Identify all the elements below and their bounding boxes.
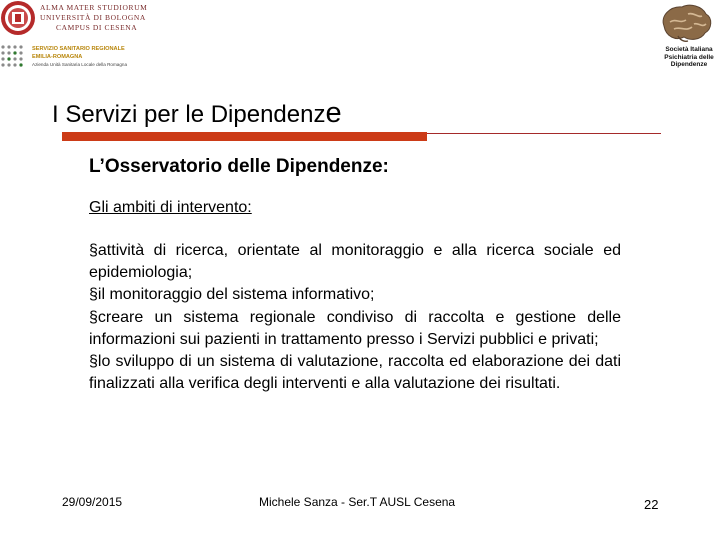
bullet-marker-icon: §: [89, 353, 98, 371]
section-heading: L’Osservatorio delle Dipendenze:: [89, 156, 389, 177]
list-item: [89, 240, 621, 284]
bullet-marker-icon: §: [89, 286, 98, 304]
bullet-text: il monitoraggio del sistema informativo;: [97, 286, 375, 304]
unibo-line-1: ALMA MATER STUDIORUM: [40, 3, 148, 12]
ssr-line-3: Azienda Unità Sanitaria Locale della Romagna: [32, 62, 127, 67]
bullet-text: creare un sistema regionale condiviso di raccolta e gestione delle informazioni sui pazienti in trattamento presso i Servizi pubblici e privati;: [89, 308, 621, 348]
slide-title-last-letter: e: [325, 97, 342, 129]
unibo-seal-icon: [0, 0, 36, 36]
footer-date: 29/09/2015: [62, 495, 123, 509]
unibo-line-3: CAMPUS DI CESENA: [56, 23, 138, 32]
bullet-list: [89, 240, 621, 395]
unibo-logo: [0, 0, 150, 40]
list-item: [89, 284, 621, 306]
slide-title: [52, 97, 342, 130]
ssr-dots-icon: [0, 44, 28, 70]
sipd-line-3: Dipendenze: [670, 61, 708, 69]
ssr-line-1: SERVIZIO SANITARIO REGIONALE: [32, 46, 125, 52]
sipd-logo: [640, 0, 720, 75]
footer-author: Michele Sanza - Ser.T AUSL Cesena: [259, 495, 456, 509]
section-label: Gli ambiti di intervento:: [89, 199, 252, 216]
title-accent-bar: [62, 132, 427, 141]
brain-icon: [658, 2, 714, 44]
ssr-logo: [0, 44, 140, 70]
title-divider: [427, 133, 661, 134]
ssr-line-2: EMILIA-ROMAGNA: [32, 54, 83, 60]
sipd-line-1: Società Italiana: [665, 46, 713, 53]
bullet-marker-icon: §: [89, 308, 98, 326]
list-item: [89, 351, 621, 395]
sipd-line-2: Psichiatria delle: [664, 53, 714, 61]
bullet-text: attività di ricerca, orientate al monitoraggio e alla ricerca sociale ed epidemiologia;: [89, 242, 621, 282]
unibo-line-2: UNIVERSITÀ DI BOLOGNA: [40, 13, 146, 22]
page-number: 22: [644, 497, 659, 512]
bullet-text: lo sviluppo di un sistema di valutazione, raccolta ed elaborazione dei dati finalizzati alla verifica degli interventi e alla valutazione dei risultati.: [89, 353, 621, 393]
bullet-marker-icon: §: [89, 242, 98, 259]
list-item: [89, 307, 621, 351]
slide-title-main: I Servizi per le Dipendenz: [52, 101, 326, 128]
